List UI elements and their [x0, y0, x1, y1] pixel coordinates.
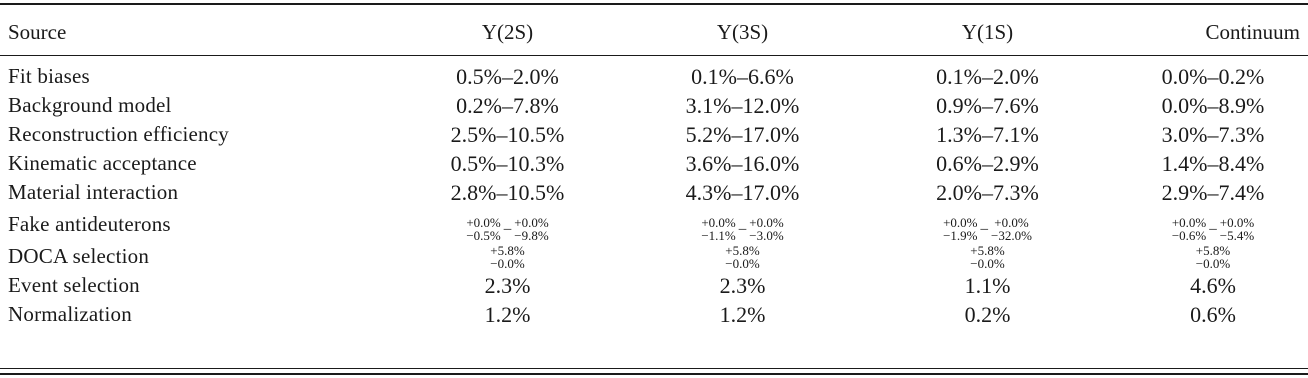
- table-cell: 0.0%–8.9%: [1161, 92, 1265, 118]
- table-row: [0, 91, 1308, 120]
- table-cell: 0.2%: [964, 301, 1011, 327]
- table-cell: 0.0%–0.2%: [1161, 63, 1265, 89]
- table-cell: 2.3%: [719, 272, 766, 298]
- row-label: Fake antideuterons: [8, 212, 171, 236]
- table-cell: +5.8% −0.0%: [490, 243, 525, 272]
- table-cell: +0.0% −0.5% – +0.0% −9.8%: [466, 215, 549, 243]
- header-row: [0, 13, 1308, 51]
- table-cell: 3.6%–16.0%: [685, 150, 800, 176]
- table-row: [0, 149, 1308, 178]
- systematics-table: [0, 13, 1308, 329]
- table-cell: 0.5%–10.3%: [450, 150, 565, 176]
- table-cell: 0.9%–7.6%: [936, 92, 1039, 118]
- table-cell: 0.6%–2.9%: [936, 150, 1039, 176]
- header-continuum: Continuum: [1205, 19, 1300, 44]
- table-cell: 1.2%: [484, 301, 531, 327]
- table-cell: 2.0%–7.3%: [936, 179, 1039, 205]
- bottom-rule-1: [0, 368, 1308, 369]
- header-rule: [0, 55, 1308, 56]
- table-cell: 2.9%–7.4%: [1161, 179, 1265, 205]
- table-cell: +5.8% −0.0%: [1195, 243, 1231, 272]
- row-label: Fit biases: [8, 64, 90, 88]
- table-cell: 1.3%–7.1%: [936, 121, 1039, 147]
- table-row-doca-selection: [0, 242, 1308, 271]
- table-cell: 0.1%–6.6%: [691, 63, 794, 89]
- table-cell: 0.1%–2.0%: [936, 63, 1039, 89]
- table-row: [0, 300, 1308, 329]
- row-label: Reconstruction efficiency: [8, 122, 229, 146]
- table-cell: 4.6%: [1190, 272, 1236, 298]
- header-source: Source: [8, 19, 67, 44]
- row-label: Kinematic acceptance: [8, 151, 197, 175]
- table-row: [0, 51, 1308, 91]
- table-row-fake-antideuterons: [0, 207, 1308, 242]
- table-cell: 2.5%–10.5%: [450, 121, 565, 147]
- table-cell: +0.0% −1.1% – +0.0% −3.0%: [701, 215, 784, 243]
- table-row: [0, 120, 1308, 149]
- table-cell: 2.8%–10.5%: [450, 179, 565, 205]
- row-label: Material interaction: [8, 180, 179, 204]
- table-cell: 3.1%–12.0%: [685, 92, 800, 118]
- table-cell: +0.0% −1.9% – +0.0% −32.0%: [943, 215, 1032, 243]
- table-cell: 1.1%: [964, 272, 1011, 298]
- table-cell: 1.2%: [719, 301, 766, 327]
- table-cell: +5.8% −0.0%: [970, 243, 1005, 272]
- row-label: Normalization: [8, 302, 132, 326]
- header-upsilon-2s: Υ(2S): [481, 19, 534, 44]
- bottom-rule-2: [0, 373, 1308, 375]
- row-label: DOCA selection: [8, 244, 150, 268]
- table-cell: 1.4%–8.4%: [1161, 150, 1265, 176]
- table-cell: 5.2%–17.0%: [685, 121, 800, 147]
- table-cell: +5.8% −0.0%: [725, 243, 760, 272]
- header-upsilon-1s: Υ(1S): [961, 19, 1014, 44]
- row-label: Event selection: [8, 273, 140, 297]
- table-cell: +0.0% −0.6% – +0.0% −5.4%: [1171, 215, 1255, 243]
- table-cell: 2.3%: [484, 272, 531, 298]
- table-row: [0, 271, 1308, 300]
- table-cell: 0.2%–7.8%: [456, 92, 559, 118]
- table-row: [0, 178, 1308, 207]
- table-cell: 0.6%: [1190, 301, 1236, 327]
- row-label: Background model: [8, 93, 172, 117]
- table-cell: 4.3%–17.0%: [685, 179, 800, 205]
- table-cell: 0.5%–2.0%: [456, 63, 559, 89]
- header-upsilon-3s: Υ(3S): [716, 19, 769, 44]
- top-rule: [0, 3, 1308, 5]
- table-cell: 3.0%–7.3%: [1161, 121, 1265, 147]
